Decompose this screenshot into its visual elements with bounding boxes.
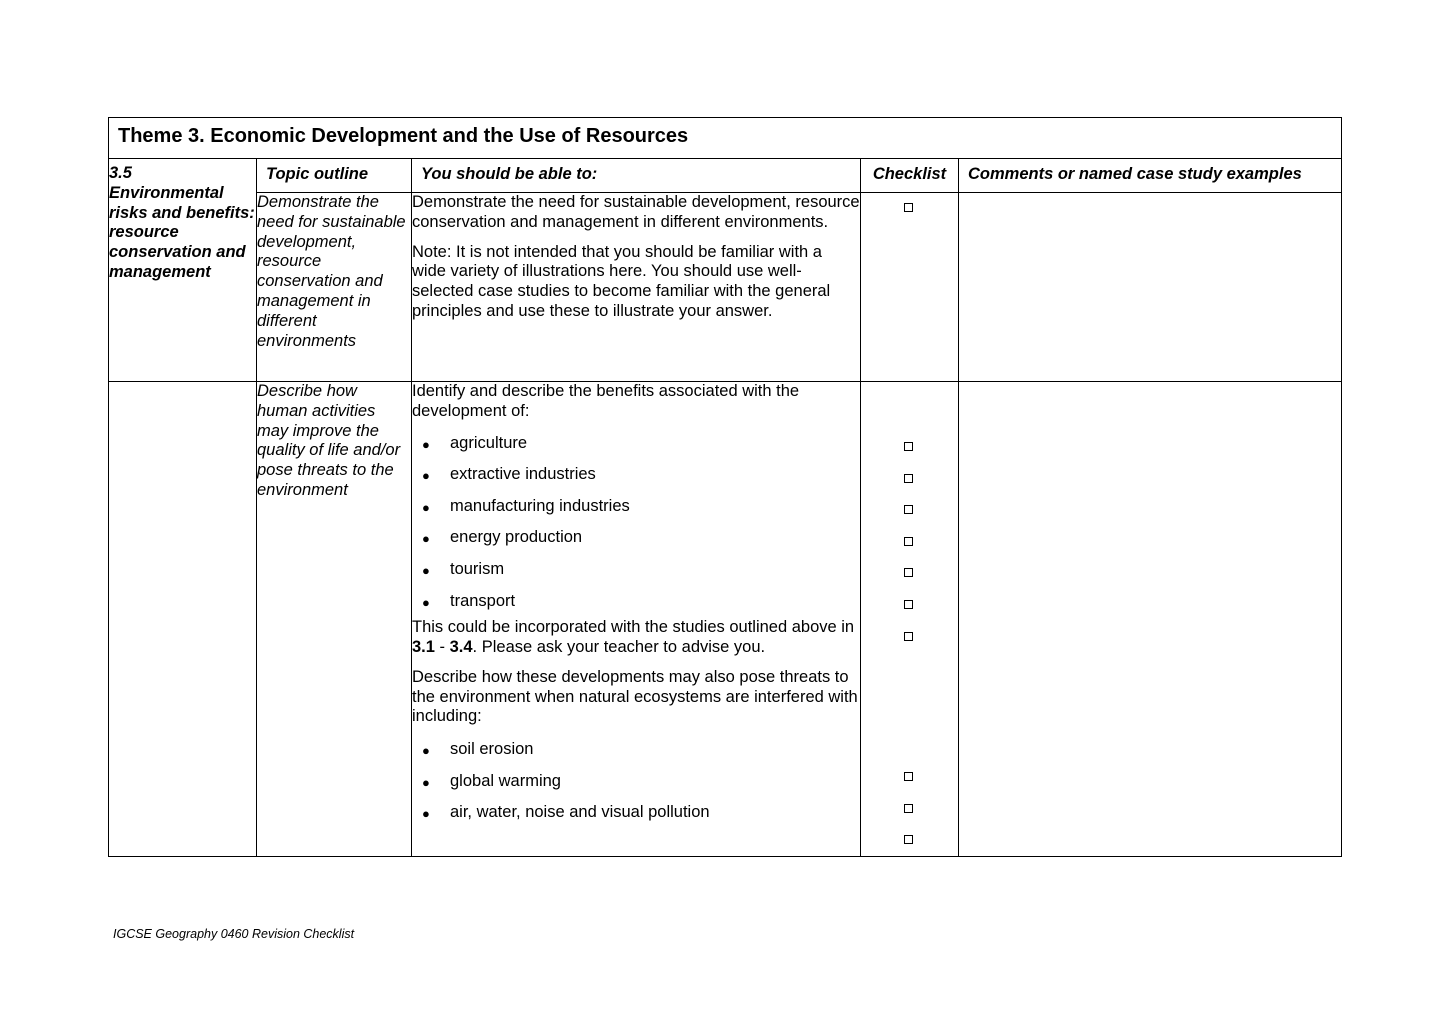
benefits-intro: Identify and describe the benefits associated with the development of: [412, 382, 800, 420]
bullet-icon: ● [422, 531, 430, 547]
bullet-icon: ● [422, 743, 430, 759]
incorporate-text: . Please ask your teacher to advise you. [472, 637, 766, 656]
revision-checklist-table [108, 117, 1342, 857]
table-row [109, 193, 1342, 382]
checkbox[interactable] [904, 474, 913, 483]
page-footer: IGCSE Geography 0460 Revision Checklist [113, 927, 355, 941]
benefits-list [412, 429, 860, 619]
checkbox[interactable] [904, 203, 913, 212]
bullet-icon: ● [422, 499, 430, 515]
bullet-icon: ● [422, 468, 430, 484]
list-item [412, 555, 860, 587]
section-ref: 3.4 [449, 637, 473, 656]
checkbox[interactable] [904, 632, 913, 641]
header-comments: Comments or named case study examples [959, 159, 1342, 193]
list-item-label: extractive industries [450, 465, 596, 484]
list-item [412, 767, 860, 799]
table-row [109, 382, 1342, 857]
bullet-icon: ● [422, 562, 430, 578]
checkbox[interactable] [904, 537, 913, 546]
list-item-label: energy production [450, 528, 583, 547]
checklist-cell [861, 382, 959, 857]
list-item-label: soil erosion [450, 740, 534, 759]
list-item [412, 735, 860, 767]
section-cell-empty [109, 382, 257, 857]
section-title: Environmental risks and benefits: resource conservation and management [109, 183, 255, 281]
bullet-icon: ● [422, 774, 430, 790]
list-item [412, 798, 860, 830]
topic-outline-cell: Describe how human activities may improve the quality of life and/or pose threats to the environment [257, 382, 412, 857]
checklist-cell [861, 193, 959, 382]
header-topic-outline: Topic outline [257, 159, 412, 193]
incorporate-paragraph [412, 618, 860, 658]
comments-cell[interactable] [959, 382, 1342, 857]
section-code: 3.5 [109, 164, 132, 182]
threats-list [412, 735, 860, 830]
list-item [412, 523, 860, 555]
checkbox[interactable] [904, 505, 913, 514]
list-item-label: agriculture [450, 433, 528, 452]
incorporate-text: This could be incorporated with the studies outlined above in [412, 618, 855, 637]
list-item [412, 460, 860, 492]
should-cell [412, 382, 861, 857]
checkbox[interactable] [904, 835, 913, 844]
threats-intro: Describe how these developments may also pose threats to the environment when natural ecosystems are interfered with including: [412, 667, 858, 726]
checkbox[interactable] [904, 772, 913, 781]
topic-outline-cell: Demonstrate the need for sustainable development, resource conservation and management in different environments [257, 193, 412, 382]
comments-cell[interactable] [959, 193, 1342, 382]
header-checklist: Checklist [861, 159, 959, 193]
list-item-label: manufacturing industries [450, 496, 630, 515]
header-you-should: You should be able to: [412, 159, 861, 193]
incorporate-text: - [434, 637, 450, 656]
list-item [412, 492, 860, 524]
should-cell [412, 193, 861, 382]
section-ref: 3.1 [412, 637, 435, 656]
section-cell [109, 159, 257, 382]
list-item-label: transport [450, 591, 516, 610]
list-item-label: air, water, noise and visual pollution [450, 803, 710, 822]
list-item-label: global warming [450, 771, 561, 790]
bullet-icon: ● [422, 594, 430, 610]
list-item [412, 587, 860, 619]
list-item [412, 429, 860, 461]
theme-title: Theme 3. Economic Development and the Use of Resources [109, 118, 1342, 159]
bullet-icon: ● [422, 436, 430, 452]
checkbox[interactable] [904, 804, 913, 813]
checkbox[interactable] [904, 568, 913, 577]
bullet-icon: ● [422, 806, 430, 822]
note-paragraph: Note: It is not intended that you should be familiar with a wide variety of illustrations here. You should use well-selected case studies to become familiar with the general principles and use these to illustrate your answer. [412, 242, 831, 320]
list-item-label: tourism [450, 559, 505, 578]
checkbox[interactable] [904, 442, 913, 451]
should-paragraph: Demonstrate the need for sustainable development, resource conservation and management in different environments. [412, 193, 860, 231]
checkbox[interactable] [904, 600, 913, 609]
